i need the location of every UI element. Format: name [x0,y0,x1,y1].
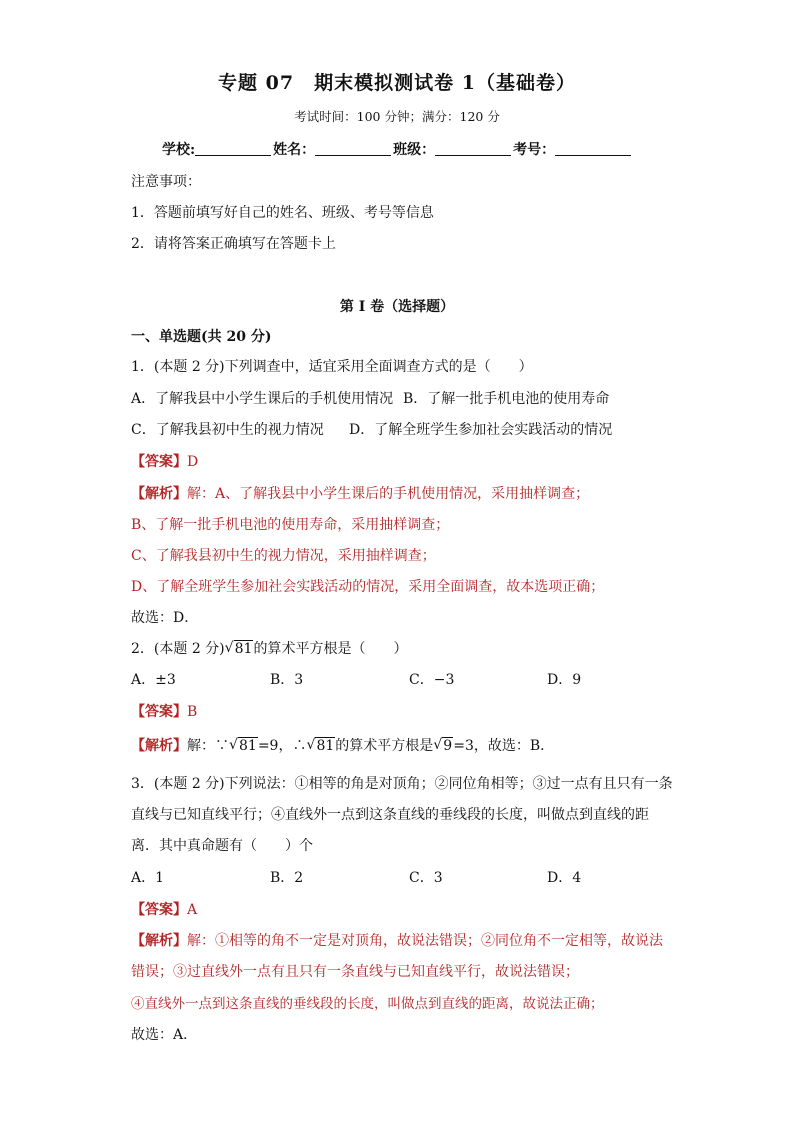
exam-number-label: 考号： [513,142,556,158]
answer-tag: 【答案】 [131,454,187,470]
question-1-option-c: C．了解我县初中生的视力情况 [131,422,324,438]
section-heading: 一、单选题(共 20 分) [131,329,272,345]
question-1-option-d: D．了解全班学生参加社会实践活动的情况 [349,422,613,438]
question-3-option-a: A．1 [131,870,165,886]
radicand: 81 [234,641,253,657]
analysis-text: D、了解全班学生参加社会实践活动的情况，采用全面调查，故本选项正确； [131,579,605,595]
radicand: 81 [239,738,257,754]
analysis-tag: 【解析】 [131,738,187,754]
class-label: 班级： [393,142,436,158]
school-blank [195,141,271,156]
question-3-option-d: D．4 [547,870,582,886]
answer-value: A [187,902,198,918]
question-3-option-b: B．2 [270,870,304,886]
student-info-fields [162,140,633,160]
question-2-answer [131,702,197,722]
analysis-text: 错误；③过直线外一点有且只有一条直线与已知直线平行，故说法错误； [131,964,579,980]
question-3-stem: 离．其中真命题有（ ）个 [131,838,313,854]
question-1-stem: 1．(本题 2 分)下列调查中，适宜采用全面调查方式的是（ ） [131,359,533,375]
analysis-text: =3，故选：B． [453,738,555,754]
answer-value: B [187,704,198,720]
analysis-conclusion: 故选：D． [131,610,199,626]
sqrt-expression [306,736,335,756]
analysis-conclusion: 故选：A． [131,1027,198,1043]
analysis-text: ④直线外一点到这条直线的垂线段的长度，叫做点到直线的距离，故说法正确； [131,996,604,1012]
analysis-tag: 【解析】 [131,933,187,949]
analysis-text: B、了解一批手机电池的使用寿命，采用抽样调查； [131,517,450,533]
analysis-text: 的算术平方根是 [335,738,434,754]
analysis-text: 解：A、了解我县中小学生课后的手机使用情况，采用抽样调查； [187,486,590,502]
school-label: 学校: [162,142,196,158]
analysis-tag: 【解析】 [131,486,187,502]
analysis-text: =9，∴ [257,738,307,754]
part-title: 第 I 卷（选择题） [339,299,455,315]
answer-tag: 【答案】 [131,704,187,720]
question-1-option-b: B．了解一批手机电池的使用寿命 [403,391,610,407]
question-3-option-c: C．3 [409,870,443,886]
page-title: 专题 07 期末模拟测试卷 1（基础卷） [218,72,576,94]
sqrt-expression [225,639,254,659]
note-item: 1．答题前填写好自己的姓名、班级、考号等信息 [131,205,434,221]
name-blank [315,141,391,156]
analysis-text: 解：∵ [187,738,229,754]
answer-value: D [187,454,199,470]
question-3-stem: 3．(本题 2 分)下列说法：①相等的角是对顶角；②同位角相等；③过一点有且只有一条 [131,776,673,792]
question-2-option-c: C．−3 [409,672,455,688]
question-2-stem [131,639,407,659]
exam-number-blank [555,141,631,156]
question-3-analysis [131,931,663,951]
answer-tag: 【答案】 [131,902,187,918]
exam-info: 考试时间：100 分钟；满分：120 分 [294,109,500,124]
radicand: 9 [443,738,453,754]
radicand: 81 [316,738,335,754]
name-label: 姓名： [273,142,316,158]
question-1-analysis [131,484,589,504]
question-2-analysis [131,736,554,756]
question-2-stem-suffix: 的算术平方根是（ ） [253,641,408,657]
notes-heading: 注意事项： [131,174,201,190]
question-2-stem-prefix: 2．(本题 2 分) [131,641,225,657]
question-2-option-b: B．3 [270,672,304,688]
question-3-answer [131,900,197,920]
note-item: 2．请将答案正确填写在答题卡上 [131,236,336,252]
question-1-answer [131,452,198,472]
analysis-text: 解：①相等的角不一定是对顶角，故说法错误；②同位角不一定相等，故说法 [187,933,663,949]
question-2-option-d: D．9 [547,672,582,688]
class-blank [435,141,511,156]
question-1-option-a: A．了解我县中小学生课后的手机使用情况 [131,391,394,407]
analysis-text: C、了解我县初中生的视力情况，采用抽样调查； [131,548,436,564]
sqrt-expression [433,736,453,756]
question-3-stem: 直线与已知直线平行；④直线外一点到这条直线的垂线段的长度，叫做点到直线的距 [131,807,649,823]
question-2-option-a: A．±3 [131,672,176,688]
sqrt-expression [229,736,258,756]
